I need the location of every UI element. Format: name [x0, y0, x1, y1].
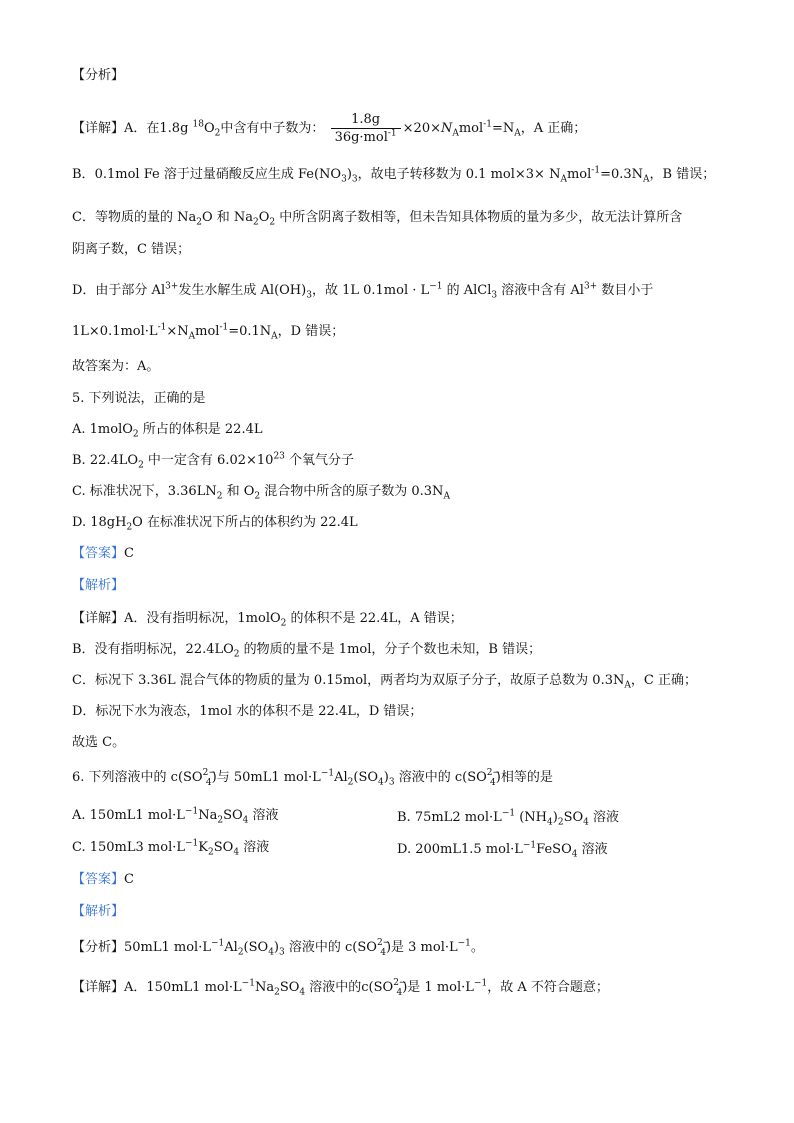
q5-detail-c: C．标况下 3.36L 混合气体的物质的量为 0.15mol，两者均为双原子分子，故原子总数为 $0.3N_A$，C 正确； — [72, 673, 697, 691]
q4-detail-c-cont: 阴离子数，C 错误； — [72, 242, 191, 257]
q5-option-a: A. 1molO$_2$ 所占的体积是 22.4L — [72, 422, 263, 440]
q4-detail-b: B．0.1mol Fe 溶于过量硝酸反应生成 $Fe(NO_3)_3$，故电子转移数为 0.1 $mol\times 3\times N_Amol^{-1}=0.3N_A$，B 错误； — [72, 165, 716, 185]
q5-detail-a: 【详解】A．没有指明标况，1molO$_2$ 的体积不是 22.4L，A 错误； — [72, 611, 463, 629]
q5-stem: 5. 下列说法，正确的是 — [72, 391, 206, 406]
q6-stem: 6. 下列溶液中的 $c(SO^{2-}_4)$与 50mL1 $mol\cdot L^{-1}Al_2(SO_4)_3$ 溶液中的 $c(SO^{2-}_4)$相等的是 — [72, 768, 553, 788]
sulfate-ion: $SO^{2-}_4$ — [373, 978, 407, 998]
q5-explain-label: 【解析】 — [72, 578, 125, 593]
q5-detail-d: D．标况下水为液态，1mol 水的体积不是 22.4L，D 错误； — [72, 704, 423, 719]
q5-option-d: D. $18gH_2O$ 在标准状况下所占的体积约为 22.4L — [72, 515, 358, 533]
q4-conclusion: 故答案为：A。 — [72, 359, 160, 374]
q5-conclusion: 故选 C。 — [72, 735, 126, 750]
q6-option-b: B. 75mL2 $mol\cdot L^{-1}$ $(NH_4)_2SO_4$ 溶液 — [397, 808, 620, 828]
q5-option-b: B. $22.4LO_2$ 中一定含有 $6.02\times 10^{23}$ 个氧气分子 — [72, 451, 355, 471]
q4-analysis-label: 【分析】 — [72, 68, 125, 83]
q4-detail-c: C．等物质的量的 $Na_2O$ 和 $Na_2O_2$ 中所含阴离子数相等，但未告知具体物质的量为多少，故无法计算所含 — [72, 210, 683, 228]
q6-analysis: 【分析】50mL1 $mol\cdot L^{-1}Al_2(SO_4)_3$ 溶液中的 $c(SO^{2-}_4)$是 3 $mol\cdot L^{-1}$。 — [72, 938, 484, 958]
q6-explain-label: 【解析】 — [72, 904, 125, 919]
q4-detail-d-cont: $1L\times 0.1mol\cdot L^{-1}\times N_Amol^{-1}=0.1N_A$，D 错误； — [72, 322, 345, 342]
q6-answer: 【答案】C — [72, 872, 134, 887]
neutron-fraction: $\frac{1.8g}{36g\cdot mol^{-1}}$ — [331, 112, 401, 145]
q5-option-c: C. 标准状况下，$3.36LN_2$ 和 $O_2$ 混合物中所含的原子数为 $0.3N_A$ — [72, 484, 450, 502]
q4-detail-a: 【详解】A．在1.8g $^{18}O_2$中含有中子数为： $\frac{1.8g}{36g\cdot mol^{-1}}$ $\times 20\times N_Amol^{-1}=N_A$，A 正确； — [72, 112, 587, 145]
sulfate-ion: $SO^{2-}_4$ — [467, 768, 501, 788]
sulfate-ion: $SO^{2-}_4$ — [357, 938, 391, 958]
q5-answer: 【答案】C — [72, 546, 134, 561]
q5-detail-b: B．没有指明标况，$22.4LO_2$ 的物质的量不是 1mol，分子个数也未知，B 错误； — [72, 642, 542, 660]
sulfate-ion: $SO^{2-}_4$ — [183, 768, 216, 788]
q6-option-a: A. 150mL1 $mol\cdot L^{-1}Na_2SO_4$ 溶液 — [72, 806, 279, 826]
q4-detail-d: D．由于部分 $Al^{3+}$发生水解生成 $Al(OH)_3$，故 1L $0.1mol \cdot L^{-1}$ 的 AlCl$_3$ 溶液中含有 $Al^{3+}$ 数目小于 — [72, 281, 654, 301]
q6-option-d: D. 200mL1.5 $mol\cdot L^{-1}FeSO_4$ 溶液 — [397, 840, 608, 860]
q6-option-c: C. 150mL3 $mol\cdot L^{-1}K_2SO_4$ 溶液 — [72, 838, 270, 858]
q6-detail-a: 【详解】A．150mL1 $mol\cdot L^{-1}Na_2SO_4$ 溶液中的$c(SO^{2-}_4)$是 1 $mol\cdot L^{-1}$，故 A 不符合题意； — [72, 978, 609, 998]
